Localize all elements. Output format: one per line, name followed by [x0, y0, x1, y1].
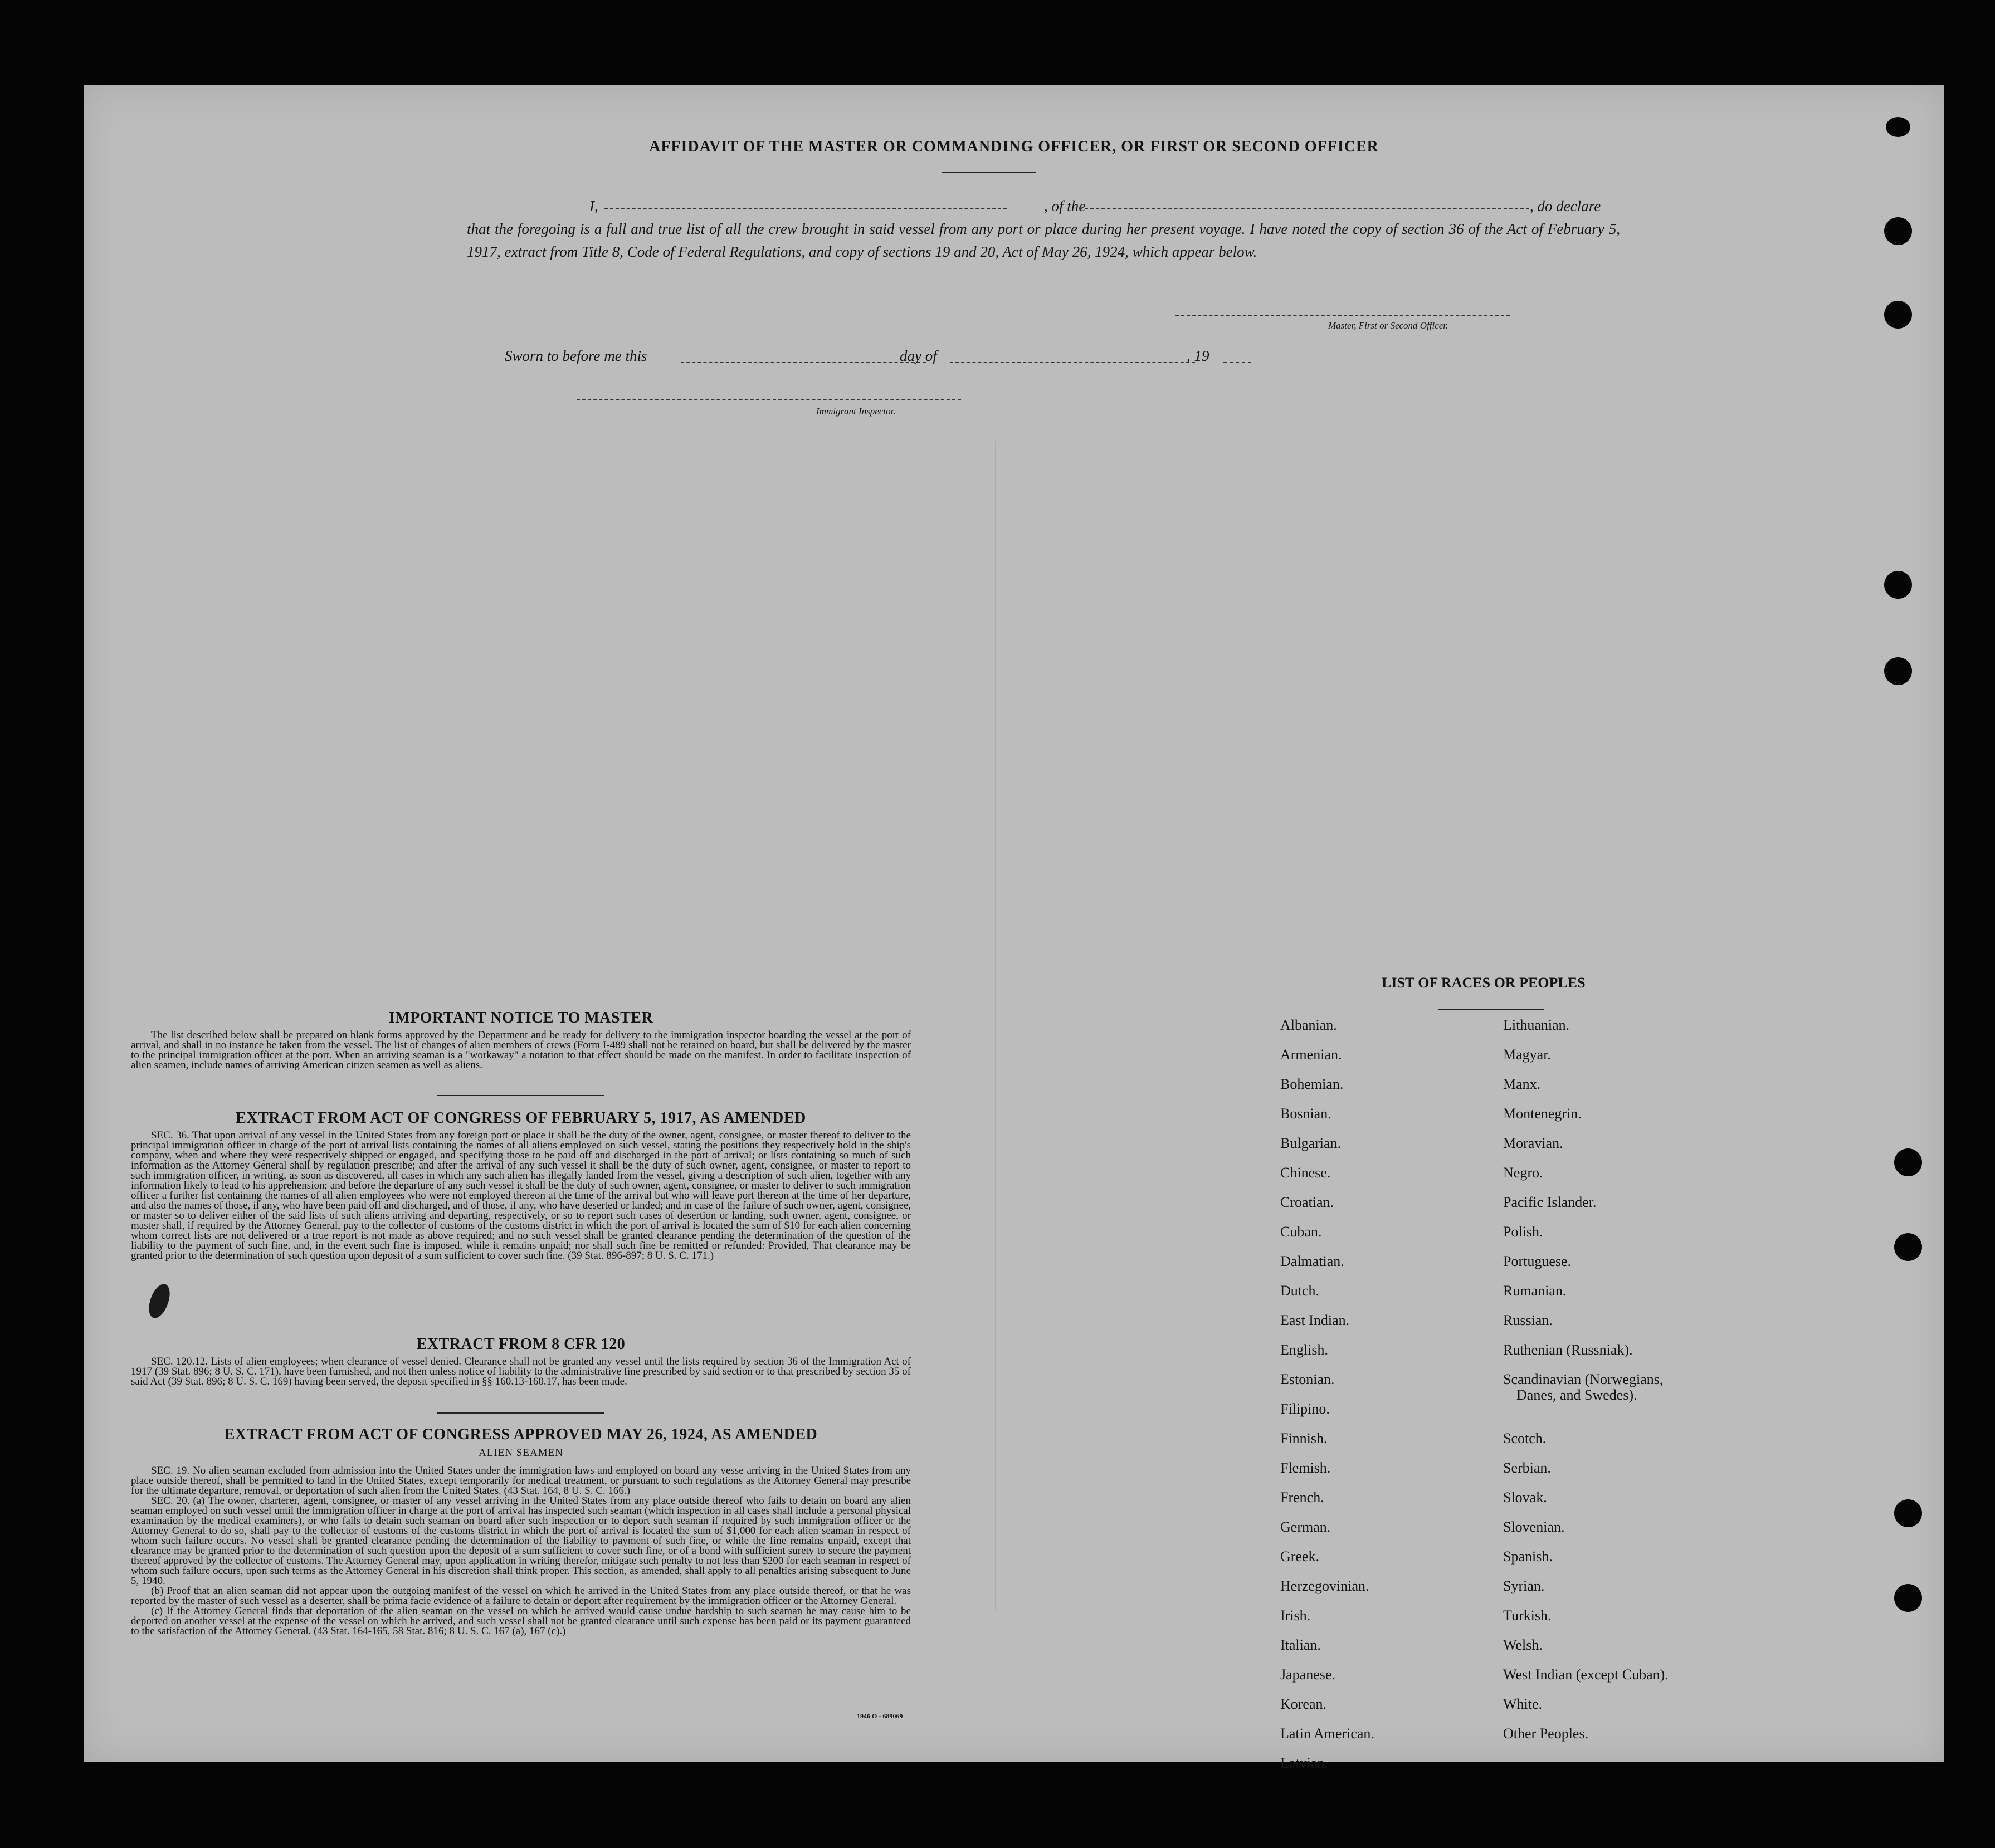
form-sheet: [84, 85, 1944, 1771]
notice-rule: [437, 1095, 604, 1096]
race-item: Lithuanian.: [1503, 1017, 1570, 1033]
race-item: Bohemian.: [1280, 1076, 1344, 1092]
binder-hole: [1884, 217, 1912, 245]
race-item: Bulgarian.: [1280, 1135, 1342, 1151]
race-item: Irish.: [1280, 1607, 1311, 1624]
affidavit-statement: that the foregoing is a full and true list of all the crew brought in said vessel from any port or place during her present voyage. I have noted the copy of section 36 of the Act of February 5, 1917, extract from Title 8, Code of Federal Regulations, and copy of sections 19 and 20, Act of May 26, 1924, which appear below.: [467, 221, 1620, 260]
race-item: West Indian (except Cuban).: [1503, 1666, 1669, 1683]
race-item: Latin American.: [1280, 1725, 1374, 1742]
year-text: , 19: [1187, 348, 1209, 364]
race-item: Latvian.: [1280, 1755, 1328, 1771]
declarant-prefix: I,: [589, 198, 598, 214]
race-item: Ruthenian (Russniak).: [1503, 1342, 1633, 1358]
races-rule: [1438, 1009, 1544, 1010]
act-1924-text: [131, 1466, 911, 1636]
race-item: German.: [1280, 1519, 1331, 1535]
race-item: Chinese.: [1280, 1165, 1331, 1181]
race-item: Korean.: [1280, 1696, 1327, 1712]
binder-hole: [1894, 1233, 1922, 1261]
declarant-name-field[interactable]: [604, 208, 1007, 209]
binder-hole: [1884, 301, 1912, 329]
sworn-day-field[interactable]: [681, 362, 926, 363]
notice-title: IMPORTANT NOTICE TO MASTER: [388, 1009, 653, 1026]
race-item: Turkish.: [1503, 1607, 1552, 1624]
race-item: Bosnian.: [1280, 1106, 1331, 1122]
race-item: Manx.: [1503, 1076, 1541, 1092]
race-item: Russian.: [1503, 1312, 1553, 1328]
race-item: Greek.: [1280, 1548, 1320, 1565]
act-1917-text: [131, 1131, 911, 1261]
race-item: Spanish.: [1503, 1548, 1553, 1565]
inspector-signature-field[interactable]: [577, 399, 961, 400]
race-item: Flemish.: [1280, 1460, 1331, 1476]
race-item: Dalmatian.: [1280, 1253, 1344, 1269]
race-item: Croatian.: [1280, 1194, 1334, 1210]
notice-paragraph: The list described below shall be prepared on blank forms approved by the Department and be ready for delivery to the immigration inspector boarding the vessel at the port of arrival, and shall in no instance be taken from the vessel. The list of changes of alien members of crews (Form I-489 shall not be retained on board, but shall be delivered by the master to the principal immigration officer at the port. When an arriving seaman is a "workaway" a notation to that effect should be made on the manifest. In order to facilitate inspection of alien seamen, include names of arriving American citizen seamen as well as aliens.: [131, 1029, 911, 1071]
binder-hole: [1884, 571, 1912, 599]
fold-line: [995, 441, 996, 1611]
section-20c-paragraph: (c) If the Attorney General finds that deportation of the alien seaman on the vessel on which he arrived would cause undue hardship to such seaman he may cause him to be deported on another vessel at the expense of the vessel on which he arrived, and such vessel shall not be granted clearance until such expense has been paid or its payment guaranteed to the satisfaction of the Attorney General. (43 Stat. 164-165, 58 Stat. 816; 8 U. S. C. 167 (a), 167 (c).): [131, 1605, 911, 1637]
master-signature-label: Master, First or Second Officer.: [1328, 320, 1448, 331]
race-item: Serbian.: [1503, 1460, 1551, 1476]
binder-hole: [1884, 657, 1912, 685]
race-item: East Indian.: [1280, 1312, 1350, 1328]
race-item-continued: Danes, and Swedes).: [1516, 1387, 1637, 1403]
race-item: Pacific Islander.: [1503, 1194, 1597, 1210]
day-of-text: day of: [900, 348, 937, 364]
section-120-12-paragraph: SEC. 120.12. Lists of alien employees; when clearance of vessel denied. Clearance shall not be granted any vessel until the lists required by section 36 of the Immigration Act of 1917 (39 Stat. 896; 8 U. S. C. 171), have been furnished, and not then unless notice of liability to the administrative fine prescribed by said section or to that prescribed by section 35 of said Act (39 Stat. 896; 8 U. S. C. 169) having been served, the deposit specified in §§ 160.13-160.17, has been made.: [131, 1356, 911, 1387]
race-item: Dutch.: [1280, 1283, 1320, 1299]
race-item: Negro.: [1503, 1165, 1543, 1181]
act-1924-title: EXTRACT FROM ACT OF CONGRESS APPROVED MAY 26, 1924, AS AMENDED: [224, 1426, 818, 1443]
race-item: French.: [1280, 1489, 1324, 1505]
race-item: Scandinavian (Norwegians,: [1503, 1371, 1664, 1387]
race-item: Syrian.: [1503, 1578, 1545, 1594]
section-20b-paragraph: (b) Proof that an alien seaman did not appear upon the outgoing manifest of the vessel on which he arrived in the United States from any place outside thereof, or that he was reported by the master of such vessel as a deserter, shall be prima facie evidence of a failure to detain or deport after requirement by the immigration officer or the Attorney General.: [131, 1585, 911, 1607]
vessel-name-field[interactable]: [1079, 208, 1529, 209]
affidavit-title: AFFIDAVIT OF THE MASTER OR COMMANDING OFFICER, OR FIRST OR SECOND OFFICER: [649, 138, 1379, 155]
race-item: Herzegovinian.: [1280, 1578, 1369, 1594]
print-code: 1946 O - 689069: [857, 1712, 903, 1720]
race-item: Portuguese.: [1503, 1253, 1572, 1269]
binder-hole: [1894, 1148, 1922, 1176]
cfr-rule: [437, 1412, 604, 1414]
race-item: Slovenian.: [1503, 1519, 1565, 1535]
alien-seamen-subtitle: ALIEN SEAMEN: [479, 1447, 563, 1459]
race-item: Albanian.: [1280, 1017, 1337, 1033]
affidavit-body: [467, 195, 1620, 263]
title-rule: [942, 172, 1036, 173]
race-item: Polish.: [1503, 1224, 1543, 1240]
act-1917-title: EXTRACT FROM ACT OF CONGRESS OF FEBRUARY 5, 1917, AS AMENDED: [236, 1109, 806, 1127]
binder-hole: [1894, 1584, 1922, 1612]
race-item: Estonian.: [1280, 1371, 1335, 1387]
cfr-title: EXTRACT FROM 8 CFR 120: [416, 1336, 626, 1353]
section-19-paragraph: SEC. 19. No alien seaman excluded from admission into the United States under the immigration laws and employed on board any vesse arriving in the United States from any place outside thereof, shall be permitted to land in the United States, except temporarily for medical treatment, or pursuant to such regulations as the Attorney General may prescribe for the ultimate departure, removal, or deportation of such alien from the United States. (43 Stat. 164, 8 U. S. C. 166.): [131, 1465, 911, 1497]
binder-hole: [1886, 117, 1910, 137]
race-item: Armenian.: [1280, 1047, 1342, 1063]
races-title: LIST OF RACES OR PEOPLES: [1382, 975, 1586, 991]
affidavit-first-line: [467, 195, 1620, 218]
inspector-signature-label: Immigrant Inspector.: [816, 406, 896, 417]
race-item: English.: [1280, 1342, 1328, 1358]
race-item: Moravian.: [1503, 1135, 1563, 1151]
master-signature-field[interactable]: [1175, 315, 1510, 316]
sworn-text: Sworn to before me this: [505, 348, 647, 364]
race-item: Rumanian.: [1503, 1283, 1567, 1299]
notice-text: [131, 1030, 911, 1070]
sworn-year-field[interactable]: [1223, 362, 1251, 363]
cfr-text: [131, 1357, 911, 1387]
of-the-text: , of the: [1044, 198, 1086, 214]
race-item: Finnish.: [1280, 1430, 1328, 1446]
race-item: Welsh.: [1503, 1637, 1543, 1653]
race-item: Montenegrin.: [1503, 1106, 1582, 1122]
sworn-month-field[interactable]: [950, 362, 1195, 363]
do-declare-text: , do declare: [1530, 198, 1601, 214]
race-item: White.: [1503, 1696, 1543, 1712]
race-item: Cuban.: [1280, 1224, 1322, 1240]
race-item: Japanese.: [1280, 1666, 1335, 1683]
binder-hole: [1894, 1499, 1922, 1527]
race-item: Scotch.: [1503, 1430, 1547, 1446]
race-item: Slovak.: [1503, 1489, 1547, 1505]
section-36-paragraph: SEC. 36. That upon arrival of any vessel in the United States from any foreign port or place it shall be the duty of the owner, agent, consignee, or master thereof to deliver to the principal immigration officer in charge of the port of arrival lists containing the names of all aliens employed on such vessel, stating the positions they respectively hold in the ship's company, when and where they were respectively shipped or engaged, and specifying those to be paid off and discharged in the port of arrival; or lists containing so much of such information as the Attorney General shall by regulation prescribe; and after the arrival of any such vessel it shall be the duty of such owner, agent, consignee, or master to report to such immigration officer, in writing, as soon as discovered, all cases in which any such alien has illegally landed from the vessel, giving a description of such alien, together with any information likely to lead to his apprehension; and before the departure of any such vessel it shall be the duty of such owner, agent, consignee, or master to deliver to such immigration officer a further list containing the names of all alien employees who were not employed thereon at the time of the arrival but who will leave port thereon at the time of her departure, and also the names of those, if any, who have been paid off and discharged, and of those, if any, who have deserted or landed; and in case of the failure of such owner, agent, consignee, or master so to deliver either of the said lists of such aliens arriving and departing, respectively, or so to report such cases of desertion or landing, such owner, agent, consignee, or master shall, if required by the Attorney General, pay to the collector of customs of the customs district in which the port of arrival is located the sum of $10 for each alien concerning whom correct lists are not delivered or a true report is not made as above required; and no such vessel shall be granted clearance pending the determination of the question of the liability to the payment of such fine, and, in the event such fine is imposed, while it remains unpaid; nor shall such fine be remitted or refunded: Provided, That clearance may be granted prior to the determination of such question upon deposit of a sum sufficient to cover such fine. (39 Stat. 896-897; 8 U. S. C. 171.): [131, 1130, 911, 1262]
race-item: Magyar.: [1503, 1047, 1551, 1063]
race-item: Filipino.: [1280, 1401, 1330, 1417]
section-20a-paragraph: SEC. 20. (a) The owner, charterer, agent, consignee, or master of any vessel arriving in the United States from any place outside thereof who fails to detain on board any alien seaman employed on such vessel until the immigration officer in charge at the port of arrival has inspected such seaman (which inspection in all cases shall include a personal physical examination by the medical examiners), or who fails to detain such seaman on board after such inspection or to deport such seaman if required by such immigration officer or the Attorney General to do so, shall pay to the collector of customs of the customs district in which the port of arrival is located the sum of $1,000 for each alien seaman in respect of whom such failure occurs. No vessel shall be granted clearance pending the determination of the liability to payment of such fine, or while the fine remains unpaid, except that clearance may be granted prior to the determination of such question upon the deposit of a sum sufficient to cover such fine, or of a bond with sufficient surety to secure the payment thereof approved by the collector of customs. The Attorney General may, upon application in writing therefor, mitigate such penalty to not less than $200 for each seaman in respect of whom such failure occurs, upon such terms as the Attorney General in his discretion shall think proper. This section, as amended, shall apply to all penalties arising subsequent to June 5, 1940.: [131, 1495, 911, 1587]
race-item: Italian.: [1280, 1637, 1321, 1653]
ink-smudge: [145, 1281, 174, 1321]
race-item: Other Peoples.: [1503, 1725, 1589, 1742]
